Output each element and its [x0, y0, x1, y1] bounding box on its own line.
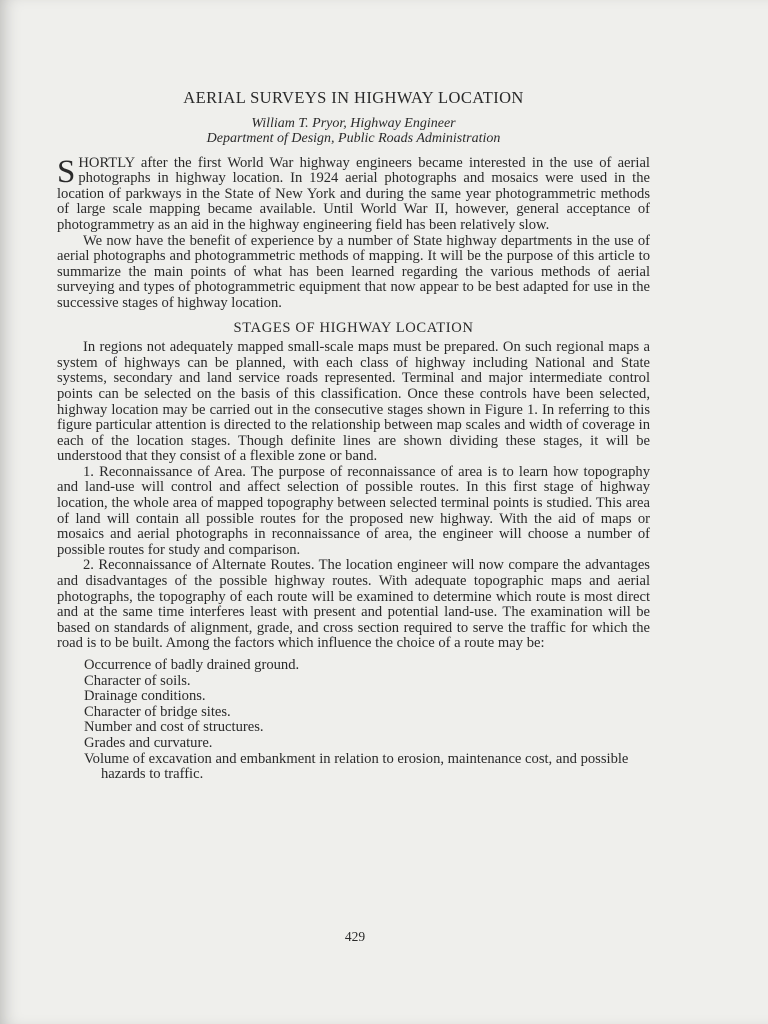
intro-paragraph	[57, 153, 650, 234]
paragraph-4: 1. Reconnaissance of Area. The purpose of reconnaissance of area is to learn how topography and land-use will control and affect selection of possible routes. In this first stage of highway location, the whole area of mapped topography between selected terminal points is studied. This area of land will contain all possible routes for the proposed new highway. With the aid of maps or mosaics and aerial photographs in reconnaissance of area, the engineer will choose a number of possible routes for study and comparison.	[57, 463, 650, 558]
list-item: Drainage conditions.	[84, 688, 206, 705]
list-item: Number and cost of structures.	[84, 719, 264, 736]
page-number: 429	[344, 929, 366, 944]
list-item: Volume of excavation and embankment in relation to erosion, maintenance cost, and possible hazards to traffic.	[84, 750, 629, 783]
paragraph-5: 2. Reconnaissance of Alternate Routes. The location engineer will now compare the advantages and disadvantages of the possible highway routes. With adequate topographic maps and aerial photographs, the topography of each route will be examined to determine which route is most direct and at the same time interferes least with present and potential land-use. The examination will be based on standards of alignment, grade, and cross section required to serve the traffic for which the road is to be built. Among the factors which influence the choice of a route may be:	[57, 557, 650, 652]
dropcap-letter: S	[57, 153, 76, 190]
article-body	[57, 90, 650, 783]
list-item: Character of soils.	[84, 672, 191, 689]
article-title: AERIAL SURVEYS IN HIGHWAY LOCATION	[183, 88, 524, 107]
department-line: Department of Design, Public Roads Administration	[206, 130, 501, 146]
list-item: Character of bridge sites.	[84, 703, 231, 720]
author-line: William T. Pryor, Highway Engineer	[251, 115, 456, 131]
list-item: Occurrence of badly drained ground.	[84, 657, 300, 673]
paragraph-3: In regions not adequately mapped small-scale maps must be prepared. On such regional maps a system of highways can be planned, with each class of highway including National and State systems, secondary and land service roads represented. Terminal and major intermediate control points can be selected on the basis of this classification. Once these controls have been selected, highway location may be carried out in the consecutive stages shown in Figure 1. In referring to this figure particular attention is directed to the relationship between map scales and width of coverage in each of the location stages. Though definite lines are shown dividing these stages, it will be understood that they consist of a flexible zone or band.	[57, 339, 650, 465]
section-heading: STAGES OF HIGHWAY LOCATION	[233, 319, 474, 336]
intro-text: HORTLY after the first World War highway engineers became interested in the use of aerial photographs in highway location. In 1924 aerial photographs and mosaics were used in the location of parkways in the State of New York and during the same year photogrammetric methods of large scale mapping became available. Until World War II, however, general acceptance of photogrammetry as an aid in the highway engineering field has been relatively slow.	[57, 154, 650, 233]
list-item: Grades and curvature.	[84, 734, 213, 751]
paragraph-2: We now have the benefit of experience by a number of State highway departments in the use of aerial photographs and photogrammetric methods of mapping. It will be the purpose of this article to summarize the main points of what has been learned regarding the various methods of aerial surveying and types of photogrammetric equipment that now appear to be best adapted for use in the successive stages of highway location.	[57, 232, 650, 311]
factor-list	[57, 658, 650, 783]
